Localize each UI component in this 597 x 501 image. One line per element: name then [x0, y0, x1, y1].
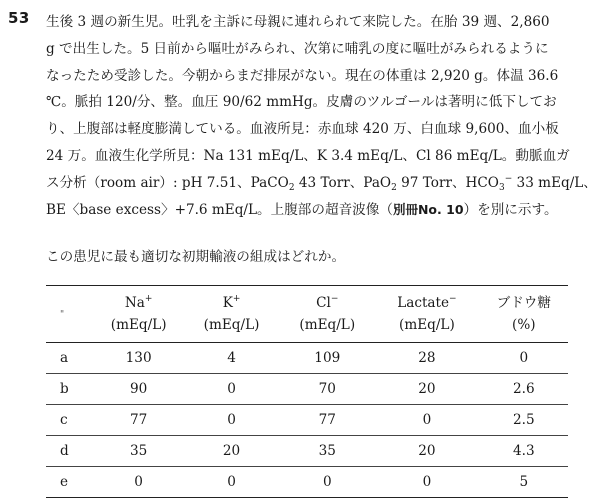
header-na-sup: + [144, 294, 153, 304]
cell-cl: 35 [318, 443, 336, 459]
stem-line-7-part4: 33 mEq/L、 [512, 174, 597, 191]
header-glucose [480, 286, 568, 343]
question-prompt: この患児に最も適切な初期輸液の組成はどれか。 [46, 249, 346, 265]
table-row-a [46, 343, 568, 374]
header-cl [280, 286, 374, 343]
cell-lactate: 28 [418, 350, 436, 366]
stem-line-8-part1: BE〈base excess〉+7.6 mEq/L。上腹部の超音波像（ [46, 201, 393, 218]
cell-k: 4 [227, 350, 236, 366]
header-cl-unit: (mEq/L) [299, 317, 356, 333]
table-row-c [46, 405, 568, 436]
choices-table-wrapper [46, 285, 568, 498]
header-cl-sup: − [330, 294, 339, 304]
cell-cl: 70 [318, 381, 336, 397]
header-lactate-name: Lactate [397, 295, 450, 311]
stem-line-5: り、上腹部は軽度膨満している。血液所見：赤血球 420 万、白血球 9,600、血小板 [46, 121, 559, 138]
table-row-d [46, 436, 568, 467]
cell-cl: 77 [318, 412, 336, 428]
stem-line-3: なったため受診した。今朝からまだ排尿がない。現在の体重は 2,920 g。体温 36.6 [46, 67, 559, 84]
stem-line-7-part1: ス分析（room air）: pH 7.51、PaCO [46, 174, 289, 191]
cell-glucose: 4.3 [512, 443, 535, 459]
cell-k: 0 [227, 412, 236, 428]
header-glucose-name: ブドウ糖 [496, 295, 551, 311]
cell-lactate: 20 [418, 381, 436, 397]
cell-lactate: 20 [418, 443, 436, 459]
header-na-unit: (mEq/L) [110, 317, 167, 333]
stem-line-6: 24 万。血液生化学所見：Na 131 mEq/L、K 3.4 mEq/L、Cl 86 mEq/L。動脈血ガ [46, 147, 570, 164]
header-lactate-sup: − [449, 294, 457, 304]
stem-line-7 [46, 170, 597, 197]
cell-na: 130 [125, 350, 152, 366]
stem-line-7-part2: 43 Torr、PaO [294, 174, 392, 191]
stem-line-8-part2: ）を別に示す。 [463, 201, 558, 218]
table-corner-cell [46, 286, 95, 343]
choices-table [46, 285, 568, 498]
cell-lactate: 0 [422, 474, 432, 490]
header-k-sup: + [232, 294, 241, 304]
pao2-subscript: 2 [391, 182, 397, 193]
cell-glucose: 2.6 [512, 381, 535, 397]
header-glucose-unit: (%) [512, 317, 536, 333]
question-number: 53 [8, 9, 30, 27]
header-lactate-unit: (mEq/L) [399, 317, 455, 333]
header-na [95, 286, 183, 343]
stem-line-7-part3: 97 Torr、HCO [396, 174, 499, 191]
question-stem [46, 9, 597, 223]
choice-label: e [60, 474, 69, 490]
stem-line-2: g で出生した。5 日前から嘔吐がみられ、次第に哺乳の度に嘔吐がみられるように [46, 40, 549, 57]
cell-glucose: 5 [519, 474, 529, 490]
header-k-name: K [222, 295, 233, 311]
table-header-row [46, 286, 568, 343]
table-row-b [46, 374, 568, 405]
cell-na: 0 [134, 474, 143, 490]
choice-label: a [60, 350, 69, 366]
choice-label: b [60, 381, 69, 397]
cell-k: 0 [227, 381, 236, 397]
paco2-subscript: 2 [288, 182, 295, 193]
cell-k: 20 [222, 443, 241, 459]
cell-glucose: 2.5 [512, 412, 535, 428]
choice-label: c [60, 412, 68, 428]
stem-line-1: 生後 3 週の新生児。吐乳を主訴に母親に連れられて来院した。在胎 39 週、2,860 [46, 14, 550, 30]
supplement-reference: 別冊No. 10 [392, 201, 464, 217]
cell-cl: 0 [322, 474, 332, 490]
choice-label: d [60, 443, 69, 459]
cell-k: 0 [227, 474, 236, 490]
stem-line-8 [46, 197, 582, 224]
header-k-unit: (mEq/L) [203, 317, 260, 333]
header-cl-name: Cl [316, 295, 331, 311]
corner-mark: " [60, 310, 65, 320]
header-lactate [374, 286, 479, 343]
cell-cl: 109 [314, 350, 341, 366]
header-k [183, 286, 281, 343]
header-na-name: Na [124, 295, 145, 311]
cell-lactate: 0 [422, 412, 432, 428]
hco3-superscript: − [504, 173, 513, 184]
cell-glucose: 0 [519, 350, 529, 366]
cell-na: 35 [129, 443, 148, 459]
stem-line-4: ℃。脈拍 120/分、整。血圧 90/62 mmHg。皮膚のツルゴールは著明に低下してお [46, 94, 557, 111]
hco3-subscript: 3 [498, 182, 505, 193]
table-row-e [46, 467, 568, 498]
cell-na: 90 [129, 381, 148, 397]
cell-na: 77 [129, 412, 148, 428]
